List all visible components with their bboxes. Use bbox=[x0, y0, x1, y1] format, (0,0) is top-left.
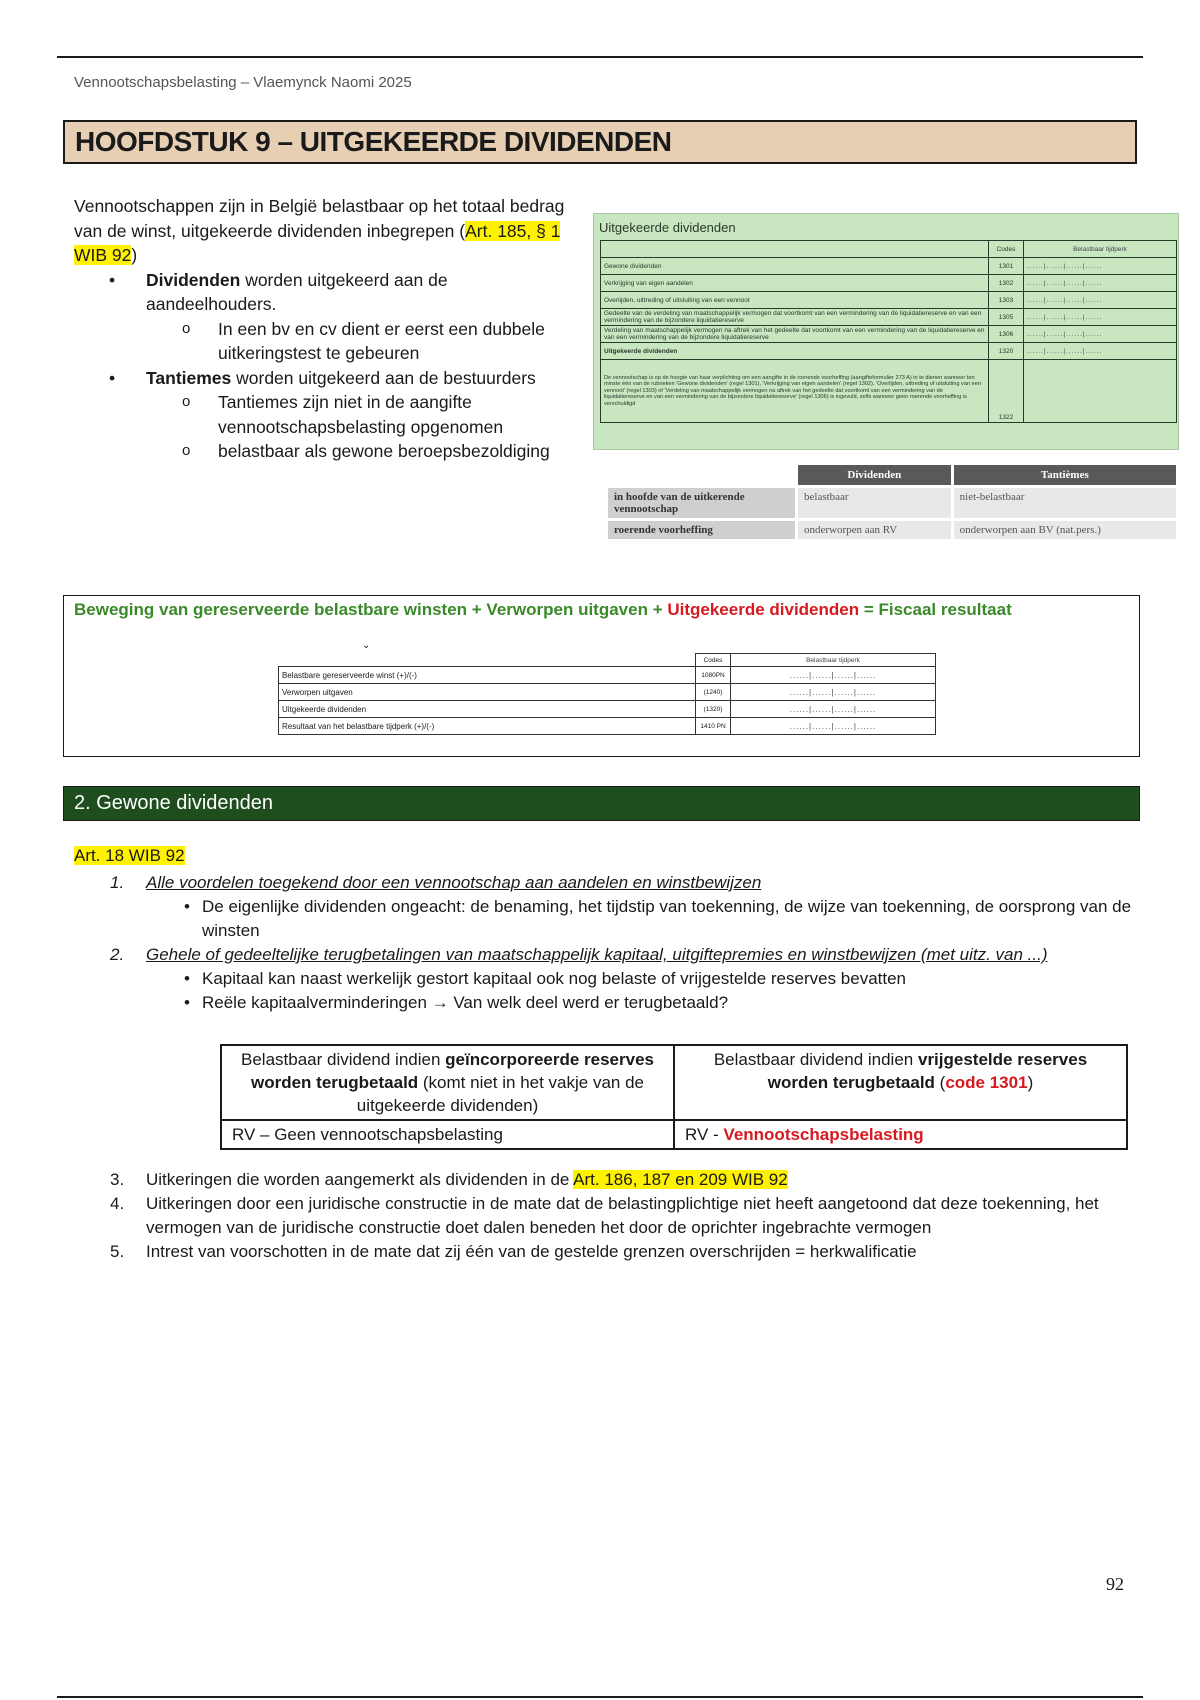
form-row: Verkrijging van eigen aandelen 1302 ......|......|......|...... bbox=[601, 275, 1177, 292]
bottom-rule bbox=[57, 1696, 1143, 1698]
bullet-dividenden: • Dividenden worden uitgekeerd aan de aandeelhouders. o In een bv en cv dient er eerst een dubbele uitkeringstest te gebeuren bbox=[74, 268, 579, 366]
page-number: 92 bbox=[1106, 1574, 1124, 1594]
form-note-row: De vennootschap is op de hoogte van haar verplichting om een aangifte in de roerende voorheffing (aangifteformulier 273 A) in te dienen wanneer ten minste één van de rubrieken 'Gewone dividenden' (regel 1301), 'Verkrijging van eigen aandelen' (regel 1302), 'Overlijden, uittreding of uitsluiting van een vennoot' (regel 1303) of 'Verdeling van maatschappelijk vermogen na aftrek van het gedeelte dat voortkomt van een vermindering van de liquidatiereserve en van een vermindering van de bijzondere liquidatiereserve' (regel 1306) is ingevuld, zelfs wanneer geen roerende voorheffing is verschuldigd 1322 bbox=[601, 360, 1177, 423]
art18-list bbox=[74, 871, 1134, 1015]
form-title: Uitgekeerde dividenden bbox=[599, 220, 736, 235]
beweging-formula: Beweging van gereserveerde belastbare winsten + Verworpen uitgaven + Uitgekeerde dividenden = Fiscaal resultaat bbox=[74, 600, 1012, 619]
sub-list-item: • Reële kapitaalverminderingen → Van welk deel werd er terugbetaald? bbox=[74, 991, 1134, 1015]
intro-text bbox=[74, 194, 579, 464]
form-row: Verdeling van maatschappelijk vermogen na aftrek van het gedeelte dat voortkomt van een vermindering van de liquidatiereserve en van een vermindering van de bijzondere liquidatiereserve 1306 ......|......|......|...... bbox=[601, 326, 1177, 343]
sub-bullet: o Tantiemes zijn niet in de aangifte vennootschapsbelasting opgenomen bbox=[182, 392, 504, 437]
form-row: Gedeelte van de verdeling van maatschappelijk vermogen dat voortkomt van een vermindering van de liquidatiereserve en van een vermindering van de bijzondere liquidatiereserve 1305 ......|......|......|...... bbox=[601, 309, 1177, 326]
sub-bullet: o belastbaar als gewone beroepsbezoldiging bbox=[182, 441, 550, 461]
list-item: 4. Uitkeringen door een juridische constructie in de mate dat de belastingplichtige niet heeft aangetoond dat deze toekenning, het vermogen van de juridische constructie doet dalen beneden het door de oprichter ingebrachte vermogen bbox=[110, 1194, 1099, 1237]
list-item: 2. Gehele of gedeeltelijke terugbetalingen van maatschappelijk kapitaal, uitgiftepremies en winstbewijzen (met uitz. van ...) bbox=[110, 945, 1048, 964]
form-row: Gewone dividenden 1301 ......|......|......|...... bbox=[601, 258, 1177, 275]
article-reference: Art. 18 WIB 92 bbox=[74, 846, 185, 865]
top-rule bbox=[57, 56, 1143, 58]
table-row: in hoofde van de uitkerende vennootschap belastbaar niet-belastbaar bbox=[608, 488, 1176, 518]
table-row: roerende voorheffing onderworpen aan RV onderworpen aan BV (nat.pers.) bbox=[608, 521, 1176, 539]
table-row: Resultaat van het belastbare tijdperk (+)/(-) 1410 PN ......|......|......|...... bbox=[279, 718, 936, 735]
exempt-reserves-cell: Belastbaar dividend indien vrijgestelde reserves worden terugbetaald (code 1301) bbox=[674, 1045, 1127, 1120]
sub-list-item: • Kapitaal kan naast werkelijk gestort kapitaal ook nog belaste of vrijgestelde reserves bevatten bbox=[74, 967, 1134, 991]
bullet-tantiemes: • Tantiemes worden uitgekeerd aan de bestuurders o Tantiemes zijn niet in de aangifte vennootschapsbelasting opgenomen o belastbaar als gewone beroepsbezoldiging bbox=[74, 366, 579, 464]
more-list bbox=[74, 1168, 1134, 1264]
sub-bullet: o In een bv en cv dient er eerst een dubbele uitkeringstest te gebeuren bbox=[182, 318, 545, 363]
running-header: Vennootschapsbelasting – Vlaemynck Naomi 2025 bbox=[74, 74, 412, 91]
incorporated-reserves-cell: Belastbaar dividend indien geïncorporeerde reserves worden terugbetaald (komt niet in het vakje van de uitgekeerde dividenden) bbox=[221, 1045, 674, 1120]
dividenden-tantiemes-table: Dividenden Tantièmes in hoofde van de uitkerende vennootschap belastbaar niet-belastbaar roerende voorheffing onderworpen aan RV onderworpen aan BV (nat.pers.) bbox=[605, 462, 1179, 542]
reserves-comparison-table bbox=[220, 1044, 1128, 1150]
chapter-title: HOOFDSTUK 9 – UITGEKEERDE DIVIDENDEN bbox=[63, 120, 1137, 164]
list-item: 5. Intrest van voorschotten in de mate dat zij één van de gestelde grenzen overschrijden = herkwalificatie bbox=[110, 1242, 917, 1261]
chevron-down-icon: ⌄ bbox=[362, 640, 371, 651]
list-item: 1. Alle voordelen toegekend door een vennootschap aan aandelen en winstbewijzen bbox=[110, 873, 762, 892]
beweging-box bbox=[63, 595, 1140, 757]
form-row: Overlijden, uittreding of uitsluiting van een vennoot 1303 ......|......|......|...... bbox=[601, 292, 1177, 309]
intro-paragraph: Vennootschappen zijn in België belastbaar op het totaal bedrag van de winst, uitgekeerde dividenden inbegrepen (Art. 185, § 1 WIB 92) bbox=[74, 196, 565, 265]
form-row-total: Uitgekeerde dividenden 1320 ......|......|......|...... bbox=[601, 343, 1177, 360]
intro-bullets bbox=[74, 268, 579, 464]
table-row: Uitgekeerde dividenden (1320) ......|......|......|...... bbox=[279, 701, 936, 718]
article-reference: Art. 186, 187 en 209 WIB 92 bbox=[573, 1170, 788, 1189]
list-item: 3. Uitkeringen die worden aangemerkt als dividenden in de Art. 186, 187 en 209 WIB 92 bbox=[110, 1170, 788, 1189]
uitgekeerde-dividenden-form bbox=[593, 213, 1179, 450]
table-row: Verworpen uitgaven (1240) ......|......|......|...... bbox=[279, 684, 936, 701]
table-row: Belastbare gereserveerde winst (+)/(-) 1080PN ......|......|......|...... bbox=[279, 667, 936, 684]
sub-list-item: • De eigenlijke dividenden ongeacht: de benaming, het tijdstip van toekenning, de wijze van toekenning, de oorsprong van de winsten bbox=[74, 895, 1134, 943]
form-table: Codes Belastbaar tijdperk Gewone dividenden 1301 ......|......|......|...... Verkrijging van eigen aandelen 1302 ......|......|......|...... Overlijden, uittreding of uitsluiting van een vennoot 1303 ......|......|......|...... Gedeelte van de verdeling van maatschappelijk vermogen dat voortkomt van een vermindering van de liquidatiereserve en van een vermindering van de bijzondere liquidatiereserve 1305 ......|......|......|...... Verdeling van maatschappelijk vermogen na aftrek van het gedeelte dat voortkomt van een vermindering van de liquidatiereserve en van een vermindering van de bijzondere liquidatiereserve 1306 ......|......|......|...... Uitgekeerde dividenden 1320 ......|......|......|...... De vennootschap is op de hoogte van haar verplichting om een aangifte in de roerende voorheffing (aangifteformulier 273 A) in te dienen wanneer ten minste één van de rubrieken 'Gewone dividenden' (regel 1301), 'Verkrijging van eigen aandelen' (regel 1302), 'Overlijden, uittreding of uitsluiting van een vennoot' (regel 1303) of 'Verdeling van maatschappelijk vermogen na aftrek van het gedeelte dat voortkomt van een vermindering van de liquidatiereserve en van een vermindering van de bijzondere liquidatiereserve' (regel 1306) is ingevuld, zelfs wanneer geen roerende voorheffing is verschuldigd 1322 bbox=[600, 240, 1177, 423]
incorporated-tax-cell: RV – Geen vennootschapsbelasting bbox=[221, 1120, 674, 1149]
article-reference: Art. 185, § 1 WIB 92 bbox=[74, 220, 561, 265]
beweging-table: Codes Belastbaar tijdperk Belastbare gereserveerde winst (+)/(-) 1080PN ......|......|......|...... Verworpen uitgaven (1240) ......|......|......|...... Uitgekeerde dividenden (1320) ......|......|......|...... Resultaat van het belastbare tijdperk (+)/(-) 1410 PN ......|......|......|...... bbox=[278, 653, 936, 735]
exempt-tax-cell: RV - Vennootschapsbelasting bbox=[674, 1120, 1127, 1149]
section-title: 2. Gewone dividenden bbox=[63, 786, 1140, 821]
